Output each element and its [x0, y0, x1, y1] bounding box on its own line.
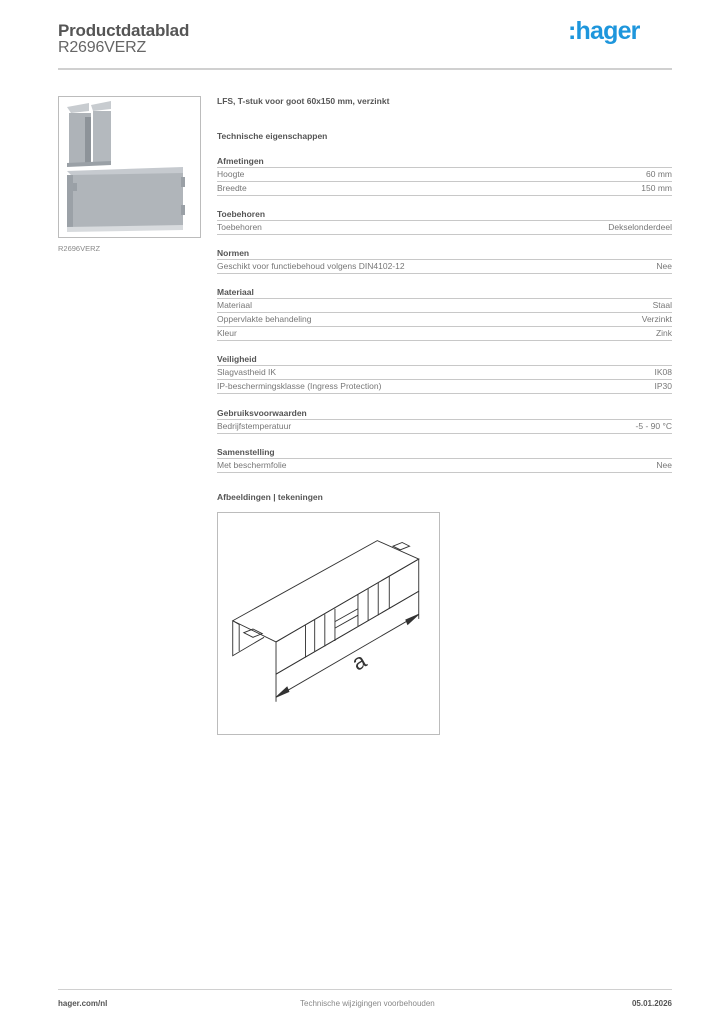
- product-code: R2696VERZ: [58, 39, 147, 56]
- spec-value: Dekselonderdeel: [608, 222, 672, 232]
- spec-value: 60 mm: [646, 169, 672, 179]
- section-veiligheid: [217, 353, 672, 394]
- spec-row: [217, 366, 672, 380]
- spec-row: [217, 299, 672, 313]
- spec-row: [217, 221, 672, 235]
- section-samenstelling: [217, 446, 672, 473]
- spec-label: Oppervlakte behandeling: [217, 314, 312, 324]
- footer-website-link[interactable]: hager.com/nl: [58, 999, 108, 1008]
- section-afmetingen: [217, 155, 672, 196]
- spec-label: Materiaal: [217, 300, 252, 310]
- spec-label: Kleur: [217, 328, 237, 338]
- section-materiaal: [217, 286, 672, 341]
- spec-label: IP-beschermingsklasse (Ingress Protection): [217, 381, 382, 391]
- hager-logo: :hager: [568, 17, 640, 45]
- technical-drawing: [217, 512, 440, 735]
- spec-label: Hoogte: [217, 169, 245, 179]
- dimension-label: a: [347, 647, 371, 676]
- spec-row: [217, 168, 672, 182]
- page-title: Productdatablad: [58, 21, 190, 40]
- spec-value: -5 - 90 °C: [635, 421, 672, 431]
- spec-row: [217, 182, 672, 196]
- product-description: LFS, T-stuk voor goot 60x150 mm, verzinkt: [217, 96, 390, 106]
- spec-label: Bedrijfstemperatuur: [217, 421, 292, 431]
- spec-value: Nee: [656, 460, 672, 470]
- footer-notice: Technische wijzigingen voorbehouden: [300, 999, 435, 1008]
- product-image: [58, 96, 201, 238]
- spec-label: Toebehoren: [217, 222, 262, 232]
- spec-row: [217, 260, 672, 274]
- spec-value: 150 mm: [641, 183, 672, 193]
- footer-divider: [58, 989, 672, 990]
- section-title: Samenstelling: [217, 446, 672, 459]
- spec-value: Zink: [655, 328, 672, 338]
- spec-row: [217, 327, 672, 341]
- spec-value: IP30: [654, 381, 672, 391]
- spec-label: Breedte: [217, 183, 247, 193]
- spec-row: [217, 380, 672, 394]
- section-toebehoren: [217, 208, 672, 235]
- section-gebruiksvoorwaarden: [217, 407, 672, 434]
- section-title: Materiaal: [217, 286, 672, 299]
- spec-value: Staal: [652, 300, 672, 310]
- spec-value: IK08: [654, 367, 672, 377]
- technical-drawing-icon: [218, 513, 439, 734]
- section-title: Gebruiksvoorwaarden: [217, 407, 672, 420]
- images-heading: Afbeeldingen | tekeningen: [217, 492, 323, 502]
- spec-label: Geschikt voor functiebehoud volgens DIN4102-12: [217, 261, 405, 271]
- spec-label: Met beschermfolie: [217, 460, 287, 470]
- spec-row: [217, 313, 672, 327]
- section-title: Afmetingen: [217, 155, 672, 168]
- section-title: Toebehoren: [217, 208, 672, 221]
- technical-properties-heading: Technische eigenschappen: [217, 131, 328, 141]
- footer-date: 05.01.2026: [631, 999, 672, 1008]
- spec-label: Slagvastheid IK: [217, 367, 277, 377]
- section-title: Veiligheid: [217, 353, 672, 366]
- product-photo-icon: [59, 97, 200, 237]
- spec-row: [217, 420, 672, 434]
- header-divider: [58, 68, 672, 70]
- spec-row: [217, 459, 672, 473]
- section-normen: [217, 247, 672, 274]
- spec-value: Verzinkt: [641, 314, 672, 324]
- spec-value: Nee: [656, 261, 672, 271]
- product-image-caption: R2696VERZ: [58, 244, 101, 253]
- section-title: Normen: [217, 247, 672, 260]
